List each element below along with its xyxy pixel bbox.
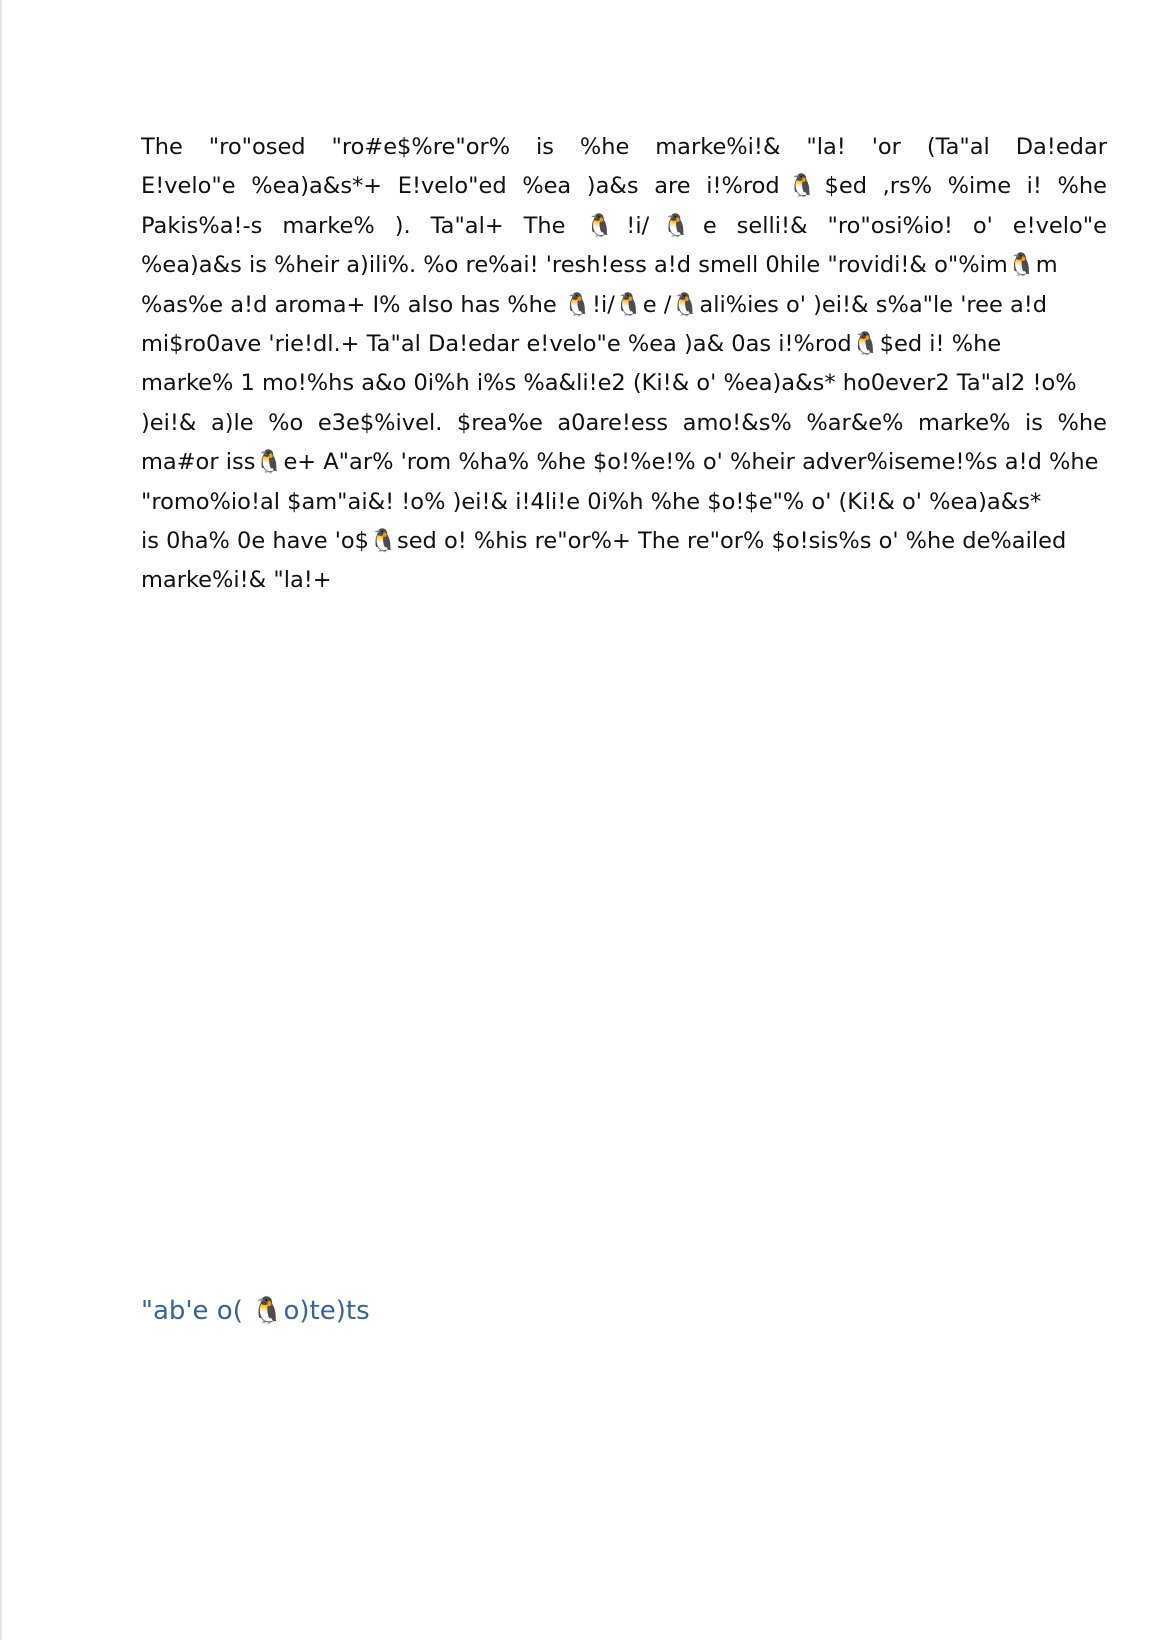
paragraph-line: The "ro"osed "ro#e$%re"or% is %he marke%i!& "la! 'or (Ta"al Da!edar: [141, 134, 1107, 160]
paragraph-line: %as%e a!d aroma+ I% also has %he 🐧!i/🐧e /🐧ali%ies o' )ei!& s%a"le 'ree a!d: [141, 291, 1048, 318]
body-paragraph: [141, 128, 1107, 601]
page-edge: [0, 0, 2, 1640]
paragraph-line: %ea)a&s is %heir a)ili%. %o re%ai! 'resh!ess a!d smell 0hile "rovidi!& o"%im🐧m: [141, 252, 1058, 279]
paragraph-line: is 0ha% 0e have 'o$🐧sed o! %his re"or%+ The re"or% $o!sis%s o' %he de%ailed: [141, 528, 1067, 555]
paragraph-line: marke%i!& "la!+: [141, 567, 332, 594]
paragraph-line: "romo%io!al $am"ai&! !o% )ei!& i!4li!e 0i%h %he $o!$e"% o' (Ki!& o' %ea)a&s*: [141, 488, 1042, 515]
paragraph-line: mi$ro0ave 'rie!dl.+ Ta"al Da!edar e!velo"e %ea )a& 0as i!%rod🐧$ed i! %he: [141, 331, 1002, 358]
paragraph-line: E!velo"e %ea)a&s*+ E!velo"ed %ea )a&s are i!%rod🐧$ed ,rs% %ime i! %he: [141, 173, 1107, 200]
paragraph-line: ma#or iss🐧e+ A"ar% 'rom %ha% %he $o!%e!% o' %heir adver%iseme!%s a!d %he: [141, 449, 1099, 476]
paragraph-line: marke% 1 mo!%hs a&o 0i%h i%s %a&li!e2 (Ki!& o' %ea)a&s* ho0ever2 Ta"al2 !o%: [141, 370, 1077, 397]
paragraph-line: )ei!& a)le %o e3e$%ivel. $rea%e a0are!ess amo!&s% %ar&e% marke% is %he: [141, 409, 1107, 436]
section-heading: "ab'e o( 🐧o)te)ts: [141, 1296, 370, 1326]
paragraph-line: Pakis%a!-s marke% ). Ta"al+ The 🐧!i/🐧e selli!& "ro"osi%io! o' e!velo"e: [141, 212, 1107, 239]
